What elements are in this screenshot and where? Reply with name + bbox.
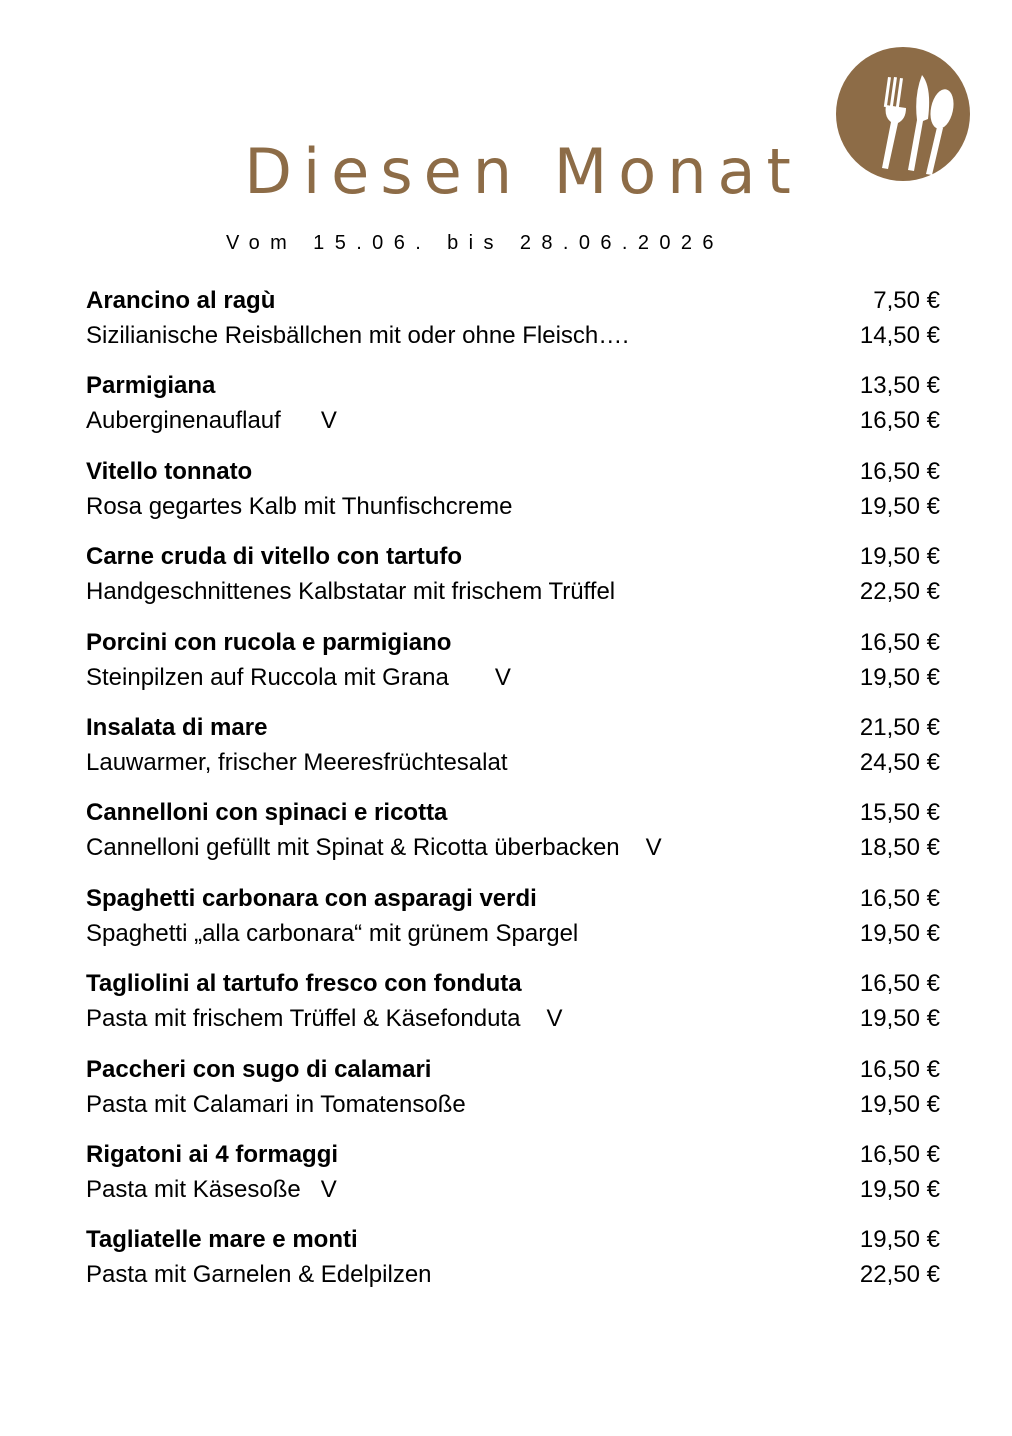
price-large: 19,50 € bbox=[859, 919, 940, 947]
vegetarian-badge: V bbox=[494, 663, 511, 691]
dish-description: Pasta mit Käsesoße V bbox=[86, 1172, 337, 1207]
price-large: 19,50 € bbox=[859, 1005, 940, 1033]
price-small: 7,50 € bbox=[873, 287, 940, 314]
menu-item bbox=[86, 710, 940, 795]
price-small: 16,50 € bbox=[859, 628, 940, 656]
price-small: 16,50 € bbox=[859, 1140, 940, 1168]
dish-description: Handgeschnittenes Kalbstatar mit frischem Trüffel bbox=[86, 578, 616, 606]
dish-description: Pasta mit Garnelen & Edelpilzen bbox=[86, 1261, 432, 1289]
price-large: 14,50 € bbox=[859, 322, 940, 349]
menu-item bbox=[86, 1137, 940, 1222]
dish-description: Spaghetti „alla carbonara“ mit grünem Spargel bbox=[86, 919, 579, 947]
dish-name: Cannelloni con spinaci e ricotta bbox=[86, 799, 448, 827]
price-small: 16,50 € bbox=[859, 884, 940, 912]
price-large: 16,50 € bbox=[859, 407, 940, 435]
dish-description: Pasta mit Calamari in Tomatensoße bbox=[86, 1090, 466, 1118]
dish-name: Tagliolini al tartufo fresco con fonduta bbox=[86, 970, 522, 998]
price-large: 22,50 € bbox=[859, 1261, 940, 1289]
dish-name: Parmigiana bbox=[86, 372, 216, 400]
price-large: 19,50 € bbox=[859, 663, 940, 691]
dish-name: Vitello tonnato bbox=[86, 457, 253, 485]
date-range: Vom 15.06. bis 28.06.2026 bbox=[226, 232, 724, 254]
dish-name: Carne cruda di vitello con tartufo bbox=[86, 543, 463, 571]
menu-item bbox=[86, 625, 940, 710]
price-small: 16,50 € bbox=[859, 1055, 940, 1083]
dish-name: Arancino al ragù bbox=[86, 287, 276, 314]
menu-item bbox=[86, 539, 940, 624]
price-large: 24,50 € bbox=[859, 748, 940, 776]
price-small: 16,50 € bbox=[859, 970, 940, 998]
price-large: 22,50 € bbox=[859, 578, 940, 606]
menu-list bbox=[86, 283, 940, 1308]
dish-name: Tagliatelle mare e monti bbox=[86, 1226, 358, 1254]
price-large: 18,50 € bbox=[859, 834, 940, 862]
menu-item bbox=[86, 966, 940, 1051]
dish-description: Rosa gegartes Kalb mit Thunfischcreme bbox=[86, 492, 513, 520]
menu-item bbox=[86, 1052, 940, 1137]
price-small: 15,50 € bbox=[859, 799, 940, 827]
dish-description: Cannelloni gefüllt mit Spinat & Ricotta überbacken V bbox=[86, 830, 662, 865]
dish-name: Porcini con rucola e parmigiano bbox=[86, 628, 452, 656]
dish-description: Pasta mit frischem Trüffel & Käsefonduta V bbox=[86, 1001, 562, 1036]
dish-description: Lauwarmer, frischer Meeresfrüchtesalat bbox=[86, 748, 508, 776]
dish-description: Sizilianische Reisbällchen mit oder ohne Fleisch…. bbox=[86, 322, 629, 349]
menu-item bbox=[86, 1222, 940, 1307]
price-large: 19,50 € bbox=[859, 492, 940, 520]
menu-item bbox=[86, 881, 940, 966]
price-small: 19,50 € bbox=[859, 1226, 940, 1254]
price-small: 13,50 € bbox=[859, 372, 940, 400]
page-title: Diesen Monat bbox=[244, 135, 802, 208]
price-small: 19,50 € bbox=[859, 543, 940, 571]
dish-description: Steinpilzen auf Ruccola mit Grana V bbox=[86, 660, 511, 695]
vegetarian-badge: V bbox=[645, 834, 662, 862]
dish-name: Insalata di mare bbox=[86, 713, 268, 741]
price-large: 19,50 € bbox=[859, 1090, 940, 1118]
vegetarian-badge: V bbox=[320, 407, 337, 435]
vegetarian-badge: V bbox=[546, 1005, 563, 1033]
menu-item bbox=[86, 795, 940, 880]
menu-item bbox=[86, 368, 940, 453]
price-small: 16,50 € bbox=[859, 457, 940, 485]
dish-name: Rigatoni ai 4 formaggi bbox=[86, 1140, 339, 1168]
menu-item bbox=[86, 283, 940, 368]
dish-name: Spaghetti carbonara con asparagi verdi bbox=[86, 884, 537, 912]
dish-name: Paccheri con sugo di calamari bbox=[86, 1055, 432, 1083]
dish-description: Auberginenauflauf V bbox=[86, 403, 337, 438]
vegetarian-badge: V bbox=[320, 1175, 337, 1203]
price-small: 21,50 € bbox=[859, 713, 940, 741]
menu-item bbox=[86, 454, 940, 539]
price-large: 19,50 € bbox=[859, 1175, 940, 1203]
